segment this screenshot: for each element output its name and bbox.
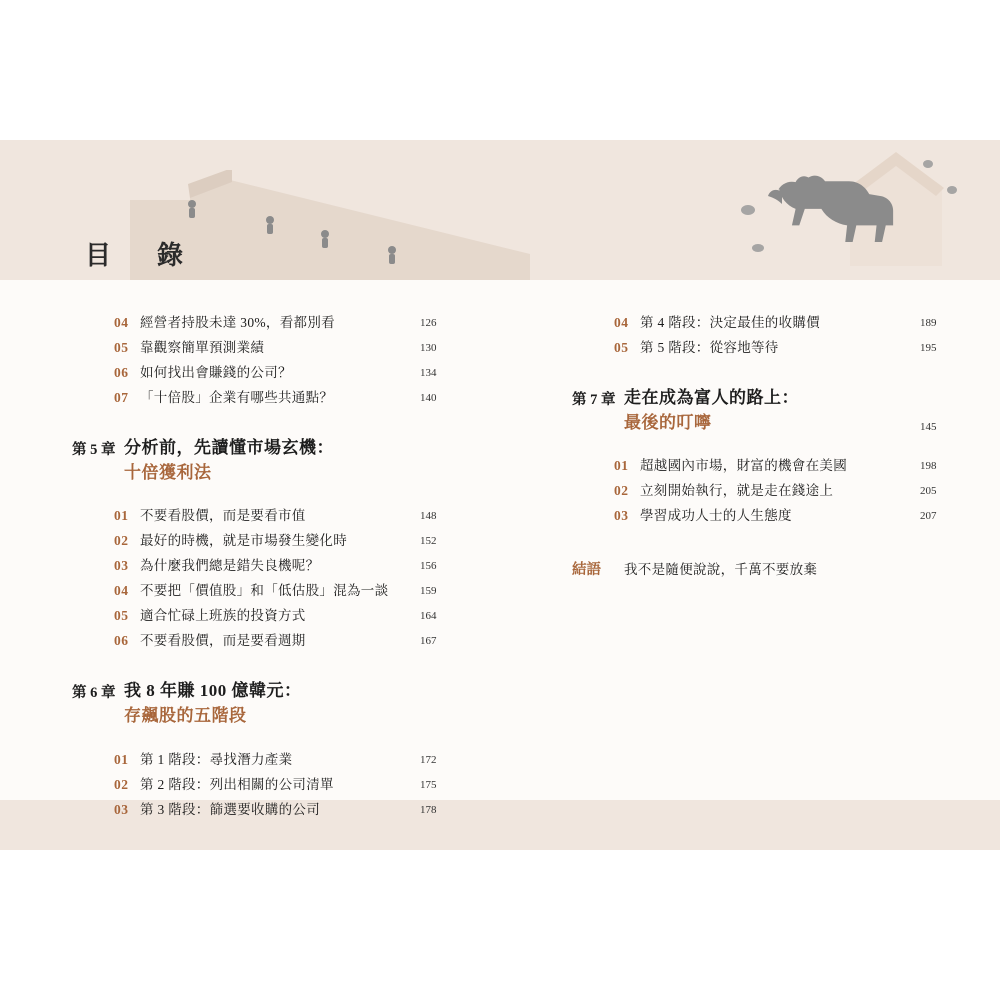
entry-title: 第 4 階段：決定最佳的收購價 (640, 315, 820, 330)
chapter-page: 145 (920, 421, 937, 434)
entry-title: 第 2 階段：列出相關的公司清單 (140, 776, 334, 792)
entry-number: 01 (114, 751, 129, 767)
toc-entry[interactable] (72, 797, 500, 822)
entry-number: 03 (114, 801, 129, 817)
entry-page: 205 (920, 485, 937, 498)
entry-title: 第 1 階段：尋找潛力產業 (140, 751, 293, 767)
entry-number: 02 (114, 776, 129, 792)
entry-page: 189 (920, 317, 937, 329)
chapter-heading[interactable] (572, 386, 1000, 435)
page-title: 目 錄 (85, 241, 194, 270)
entry-page: 134 (420, 367, 437, 379)
entry-title: 經營者持股未達 30%，看都別看 (140, 315, 335, 330)
entry-number: 05 (614, 340, 629, 355)
toc-entry[interactable] (572, 453, 1000, 478)
entry-number: 05 (114, 608, 129, 624)
toc-entry[interactable] (72, 603, 500, 628)
chapter-label: 第 6 章 (72, 685, 116, 702)
chapter-label: 第 7 章 (572, 392, 616, 408)
entry-number: 04 (114, 315, 129, 330)
entry-title: 「十倍股」企業有哪些共通點？ (140, 390, 334, 405)
page-banner (0, 140, 1000, 280)
chapter-title-line2: 最後的叮嚀 (624, 412, 712, 432)
entry-page: 207 (920, 510, 937, 523)
bull-silhouette (730, 148, 970, 278)
toc-entry[interactable] (72, 503, 500, 528)
entry-number: 01 (114, 508, 129, 524)
entry-title: 不要看股價，而是要看市值 (140, 508, 306, 524)
epilogue-title: 我不是隨便說說，千萬不要放棄 (624, 562, 818, 578)
epilogue-label: 結語 (572, 562, 601, 579)
entry-page: 159 (420, 585, 437, 598)
toc-entry[interactable] (72, 747, 500, 772)
toc-entry[interactable] (572, 503, 1000, 528)
book-page (0, 140, 1000, 850)
entry-page: 175 (420, 778, 437, 791)
chapter-title-line1: 分析前，先讀懂市場玄機： (124, 438, 334, 457)
entry-number: 02 (114, 533, 129, 549)
entry-number: 03 (614, 508, 629, 524)
entry-page: 140 (420, 392, 437, 404)
entry-number: 07 (114, 390, 129, 405)
entry-title: 超越國內市場，財富的機會在美國 (640, 458, 847, 474)
toc-entry[interactable] (72, 310, 500, 335)
entry-title: 不要看股價，而是要看週期 (140, 633, 306, 649)
entry-title: 立刻開始執行，就是走在錢途上 (640, 483, 834, 499)
toc-entry[interactable] (72, 578, 500, 603)
entry-title: 不要把「價值股」和「低估股」混為一談 (140, 583, 389, 599)
entry-number: 05 (114, 340, 129, 355)
entry-page: 164 (420, 610, 437, 623)
entry-title: 第 5 階段：從容地等待 (640, 340, 779, 355)
entry-number: 06 (114, 365, 129, 380)
chapter-title-line2: 存飆股的五階段 (124, 706, 247, 726)
toc-left-column (0, 310, 500, 822)
entry-title: 學習成功人士的人生態度 (640, 508, 792, 524)
entry-page: 178 (420, 803, 437, 816)
entry-number: 02 (614, 483, 629, 499)
entry-title: 如何找出會賺錢的公司？ (140, 365, 292, 380)
entry-title: 為什麼我們總是錯失良機呢？ (140, 558, 320, 574)
entry-number: 06 (114, 633, 129, 649)
chapter-title-line2: 十倍獲利法 (124, 462, 212, 482)
chapter-heading[interactable] (72, 679, 500, 728)
toc-entry[interactable] (72, 628, 500, 653)
entry-page: 152 (420, 535, 437, 548)
chapter-title-line1: 走在成為富人的路上： (624, 388, 799, 407)
entry-page: 198 (920, 460, 937, 473)
chapter-title-line1: 我 8 年賺 100 億韓元： (124, 681, 302, 701)
entry-page: 148 (420, 510, 437, 523)
entry-page: 172 (420, 753, 437, 766)
entry-title: 靠觀察簡單預測業績 (140, 340, 265, 355)
chapter-label: 第 5 章 (72, 442, 116, 458)
entry-title: 適合忙碌上班族的投資方式 (140, 608, 306, 624)
toc-entry[interactable] (72, 385, 500, 410)
chapter-heading[interactable] (72, 436, 500, 485)
toc-entry[interactable] (572, 478, 1000, 503)
toc-entry[interactable] (72, 528, 500, 553)
entry-number: 04 (614, 315, 629, 330)
toc-entry[interactable] (72, 335, 500, 360)
entry-number: 04 (114, 583, 129, 599)
toc-entry[interactable] (572, 335, 1000, 360)
entry-title: 第 3 階段：篩選要收購的公司 (140, 801, 320, 817)
entry-title: 最好的時機，就是市場發生變化時 (140, 533, 347, 549)
toc-columns (0, 310, 1000, 822)
entry-page: 126 (420, 317, 437, 329)
toc-right-column (500, 310, 1000, 822)
toc-entry[interactable] (72, 553, 500, 578)
toc-entry[interactable] (572, 310, 1000, 335)
toc-entry[interactable] (72, 772, 500, 797)
toc-entry[interactable] (72, 360, 500, 385)
entry-page: 156 (420, 560, 437, 573)
epilogue-entry[interactable] (572, 558, 1000, 579)
entry-page: 195 (920, 342, 937, 354)
entry-page: 130 (420, 342, 437, 354)
entry-number: 03 (114, 558, 129, 574)
entry-number: 01 (614, 458, 629, 474)
entry-page: 167 (420, 635, 437, 648)
